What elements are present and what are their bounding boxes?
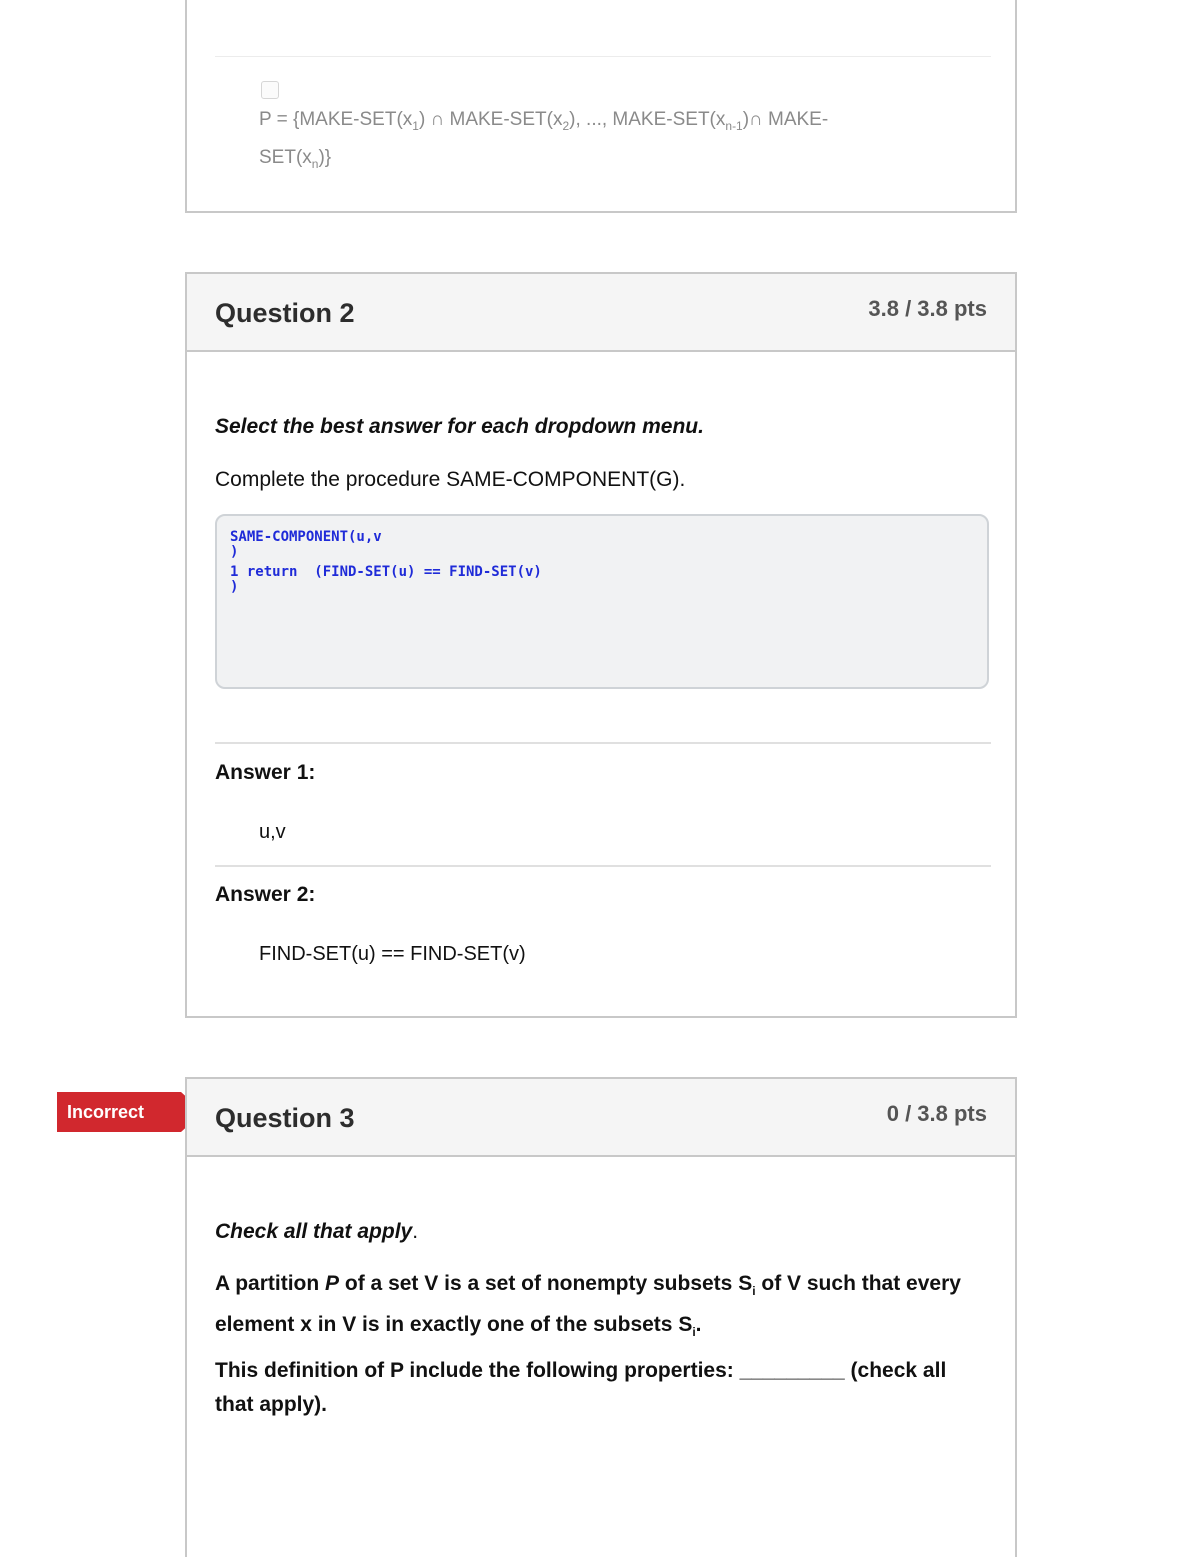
code-line: ) — [230, 579, 239, 595]
question-title: Question 2 — [215, 298, 355, 328]
answer-2-label: Answer 2: — [215, 883, 316, 906]
instruction-text: Check all that apply — [215, 1220, 413, 1243]
code-line: 1 return (FIND-SET(u) == FIND-SET(v) — [230, 564, 542, 580]
code-block — [215, 514, 989, 689]
incorrect-flag: Incorrect — [57, 1092, 181, 1132]
properties-paragraph: This definition of P include the following properties: _________ (check all that apply). — [215, 1359, 947, 1416]
answer-1-value: u,v — [259, 821, 286, 843]
question-instruction: Select the best answer for each dropdown menu. — [215, 415, 704, 438]
answer-1-label: Answer 1: — [215, 761, 316, 784]
answer-option-text: $P = \{MAKE-SET(x_1)$ ∩ MAKE-$SET(x_2)$, ..., MAKE-$SET(x_{n-1})\cap$ MAKE- $SET(x_n)$} — [259, 109, 829, 171]
code-line: ) — [230, 544, 239, 560]
question-header — [187, 1079, 1015, 1157]
panel-top-divider — [215, 56, 991, 57]
question-points: 0 / 3.8 pts — [886, 1101, 987, 1126]
answer-divider — [215, 865, 991, 867]
answer-2-value: FIND-SET(u) == FIND-SET(v) — [259, 943, 526, 965]
question-prompt: Complete the procedure SAME-COMPONENT(G). — [215, 468, 686, 491]
question-1-panel — [185, 0, 1017, 213]
question-instruction: Check all that apply. — [215, 1220, 419, 1243]
question-2-panel — [185, 272, 1017, 1018]
question-3-panel — [185, 1077, 1017, 1557]
answer-checkbox[interactable] — [261, 81, 279, 99]
answer-divider — [215, 742, 991, 744]
question-points: 3.8 / 3.8 pts — [868, 296, 987, 321]
question-title: Question 3 — [215, 1103, 355, 1133]
question-header — [187, 274, 1015, 352]
definition-paragraph: A partition P of a set V is a set of nonempty subsets $S_i$ of V such that every element x in V is in exactly one of the subsets $S_i$. — [215, 1272, 961, 1340]
code-line: SAME-COMPONENT(u,v — [230, 529, 382, 545]
